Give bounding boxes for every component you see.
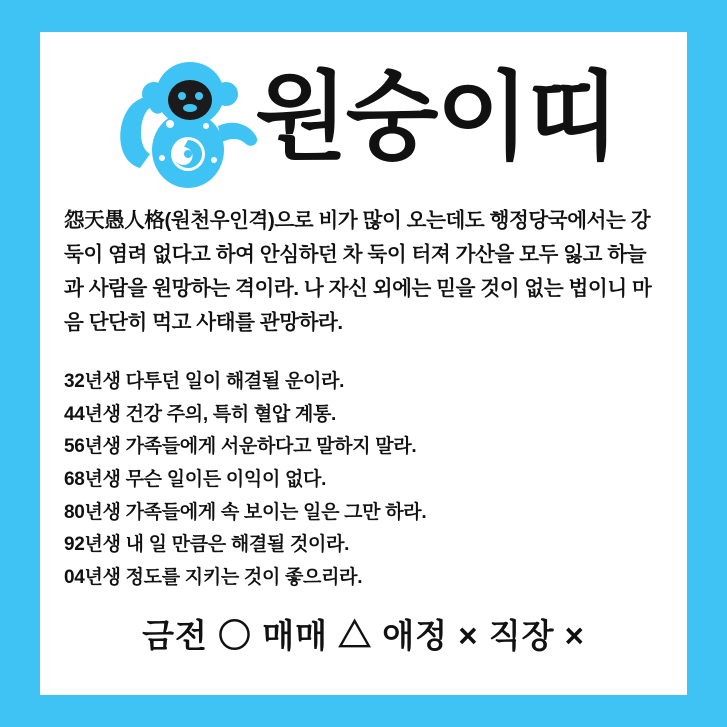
fortune-label-money: 금전 [142, 617, 208, 654]
list-item: 44년생 건강 주의, 특히 혈압 계통. [64, 403, 337, 425]
card-header [40, 32, 687, 190]
fortune-card [40, 32, 687, 695]
list-item: 68년생 무슨 일이든 이익이 없다. [64, 469, 327, 491]
birth-year-list [64, 366, 664, 595]
list-item: 56년생 가족들에게 서운하다고 말하지 말라. [64, 436, 417, 458]
list-item: 04년생 정도를 지키는 것이 좋으리라. [64, 567, 363, 589]
fortune-symbol-love: × [458, 617, 479, 654]
fortune-label-trade: 매매 [262, 617, 328, 654]
page-title: 원숭이띠 [255, 64, 618, 171]
list-item: 32년생 다투던 일이 해결될 운이라. [64, 371, 345, 392]
fortune-label-love: 애정 [382, 617, 449, 654]
fortune-symbol-work: × [564, 617, 585, 654]
list-item: 92년생 내 일 만큼은 해결될 것이라. [64, 534, 350, 556]
fortune-symbol-trade: △ [338, 617, 373, 654]
list-item: 80년생 가족들에게 속 보이는 일은 그만 하라. [64, 501, 427, 523]
fortune-label-work: 직장 [488, 617, 555, 654]
fortune-symbol-money: 〇 [218, 617, 253, 654]
fortune-body-text: 怨天愚人格(원천우인격)으로 비가 많이 오는데도 행정당국에서는 강둑이 염려 없다고 하여 안심하던 차 둑이 터져 가산을 모두 잃고 하늘과 사람을 원망하는 격이라. 나 자신 외에는 믿을 것이 없는 법이니 마음 단단히 먹고 사태를 관망하라. [64, 209, 652, 335]
fortune-summary [40, 610, 687, 657]
